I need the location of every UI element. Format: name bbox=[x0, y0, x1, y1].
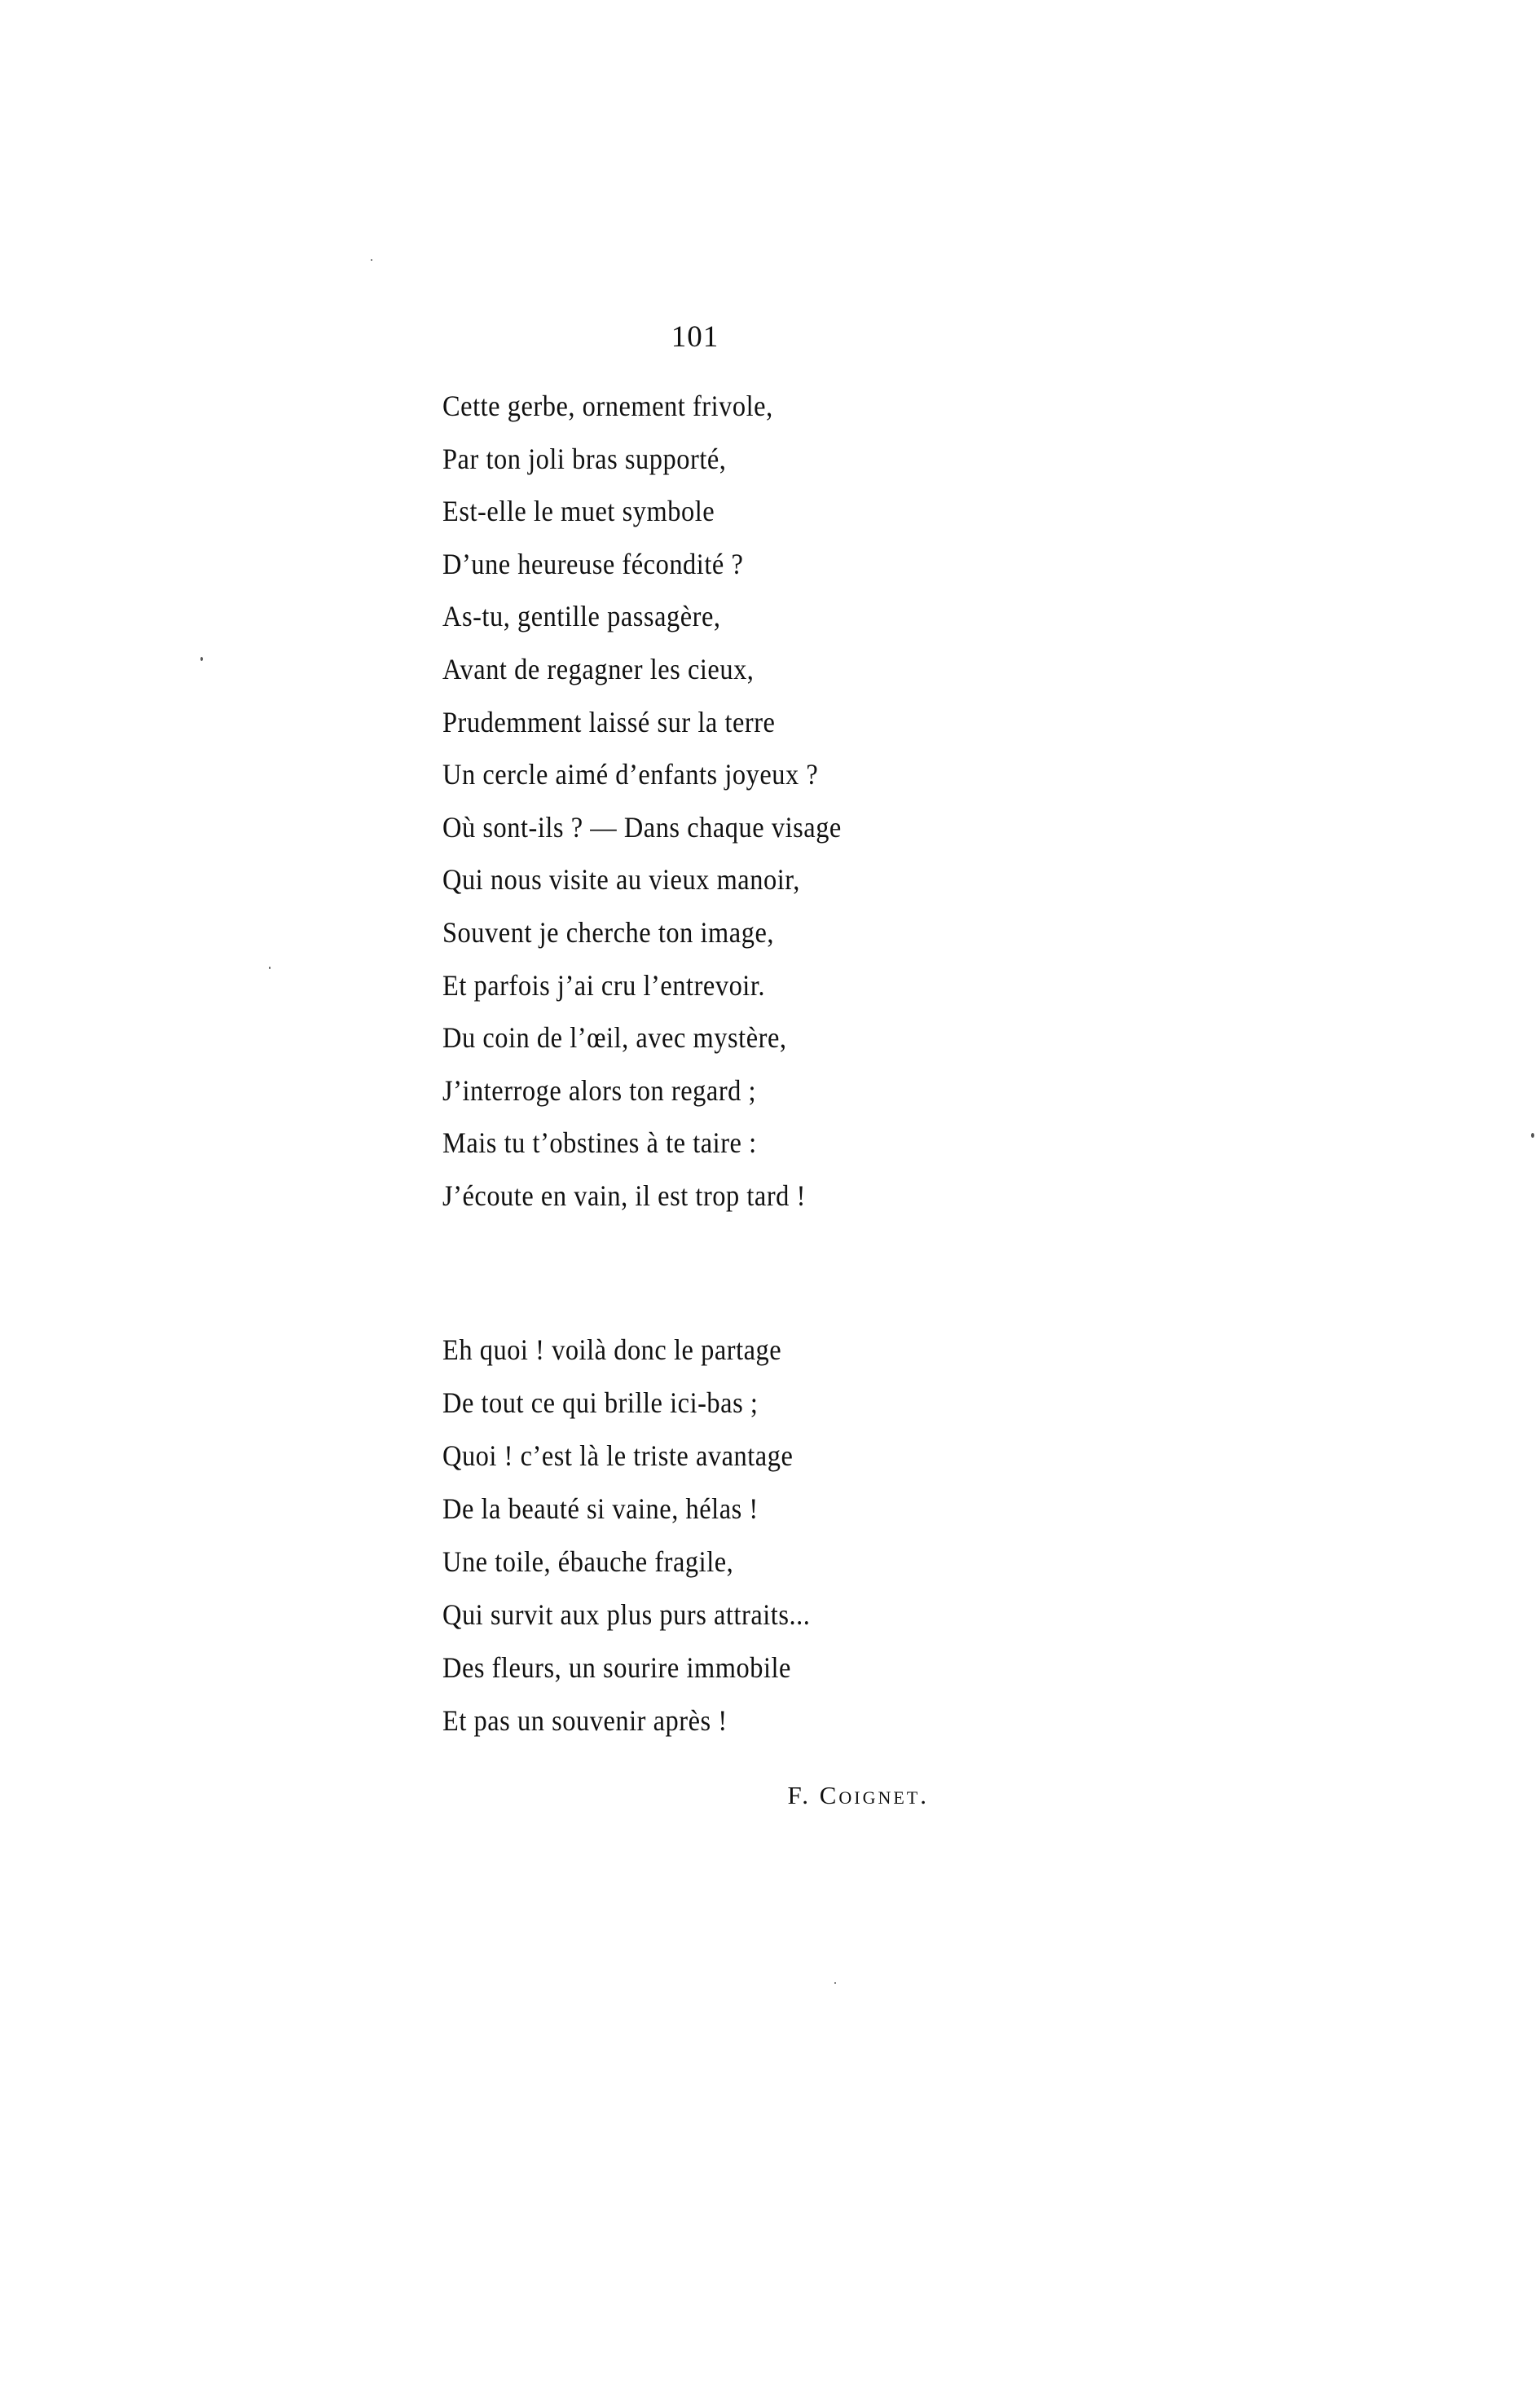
verse-line: J’interroge alors ton regard ; bbox=[442, 1073, 757, 1107]
verse-line: D’une heureuse fécondité ? bbox=[442, 547, 744, 580]
verse-line: Par ton joli bras supporté, bbox=[442, 442, 727, 475]
verse-line: Qui nous visite au vieux manoir, bbox=[442, 863, 800, 897]
verse-line: Du coin de l’œil, avec mystère, bbox=[442, 1021, 787, 1055]
verse-line: J’écoute en vain, il est trop tard ! bbox=[442, 1179, 806, 1212]
stanza-1 bbox=[442, 380, 886, 1223]
verse-line: De la beauté si vaine, hélas ! bbox=[442, 1492, 759, 1525]
scan-speck bbox=[834, 1982, 836, 1984]
verse-line: Quoi ! c’est là le triste avantage bbox=[442, 1439, 794, 1472]
page-number: 101 bbox=[671, 320, 719, 354]
verse-line: Un cercle aimé d’enfants joyeux ? bbox=[442, 758, 819, 791]
verse-line: Des fleurs, un sourire immobile bbox=[442, 1651, 791, 1684]
verse-line: Avant de regagner les cieux, bbox=[442, 652, 755, 685]
verse-line: De tout ce qui brille ici-bas ; bbox=[442, 1386, 759, 1419]
verse-line: Et parfois j’ai cru l’entrevoir. bbox=[442, 968, 766, 1002]
verse-line: Et pas un souvenir après ! bbox=[442, 1704, 728, 1737]
verse-line: As-tu, gentille passagère, bbox=[442, 600, 721, 633]
scan-speck bbox=[269, 967, 271, 969]
scan-speck bbox=[200, 657, 203, 661]
author-signature: F. Coignet. bbox=[787, 1781, 929, 1809]
scan-speck bbox=[371, 259, 372, 261]
verse-line: Cette gerbe, ornement frivole, bbox=[442, 390, 773, 422]
verse-line: Souvent je cherche ton image, bbox=[442, 915, 775, 949]
verse-line: Où sont-ils ? — Dans chaque visage bbox=[442, 810, 842, 844]
verse-line: Eh quoi ! voilà donc le partage bbox=[442, 1333, 782, 1366]
stanza-2 bbox=[442, 1324, 851, 1747]
verse-line: Est-elle le muet symbole bbox=[442, 495, 715, 528]
verse-line: Mais tu t’obstines à te taire : bbox=[442, 1126, 757, 1160]
verse-line: Qui survit aux plus purs attraits... bbox=[442, 1598, 811, 1631]
verse-line: Prudemment laissé sur la terre bbox=[442, 705, 776, 738]
verse-line: Une toile, ébauche fragile, bbox=[442, 1545, 734, 1578]
scan-speck bbox=[1531, 1133, 1534, 1138]
